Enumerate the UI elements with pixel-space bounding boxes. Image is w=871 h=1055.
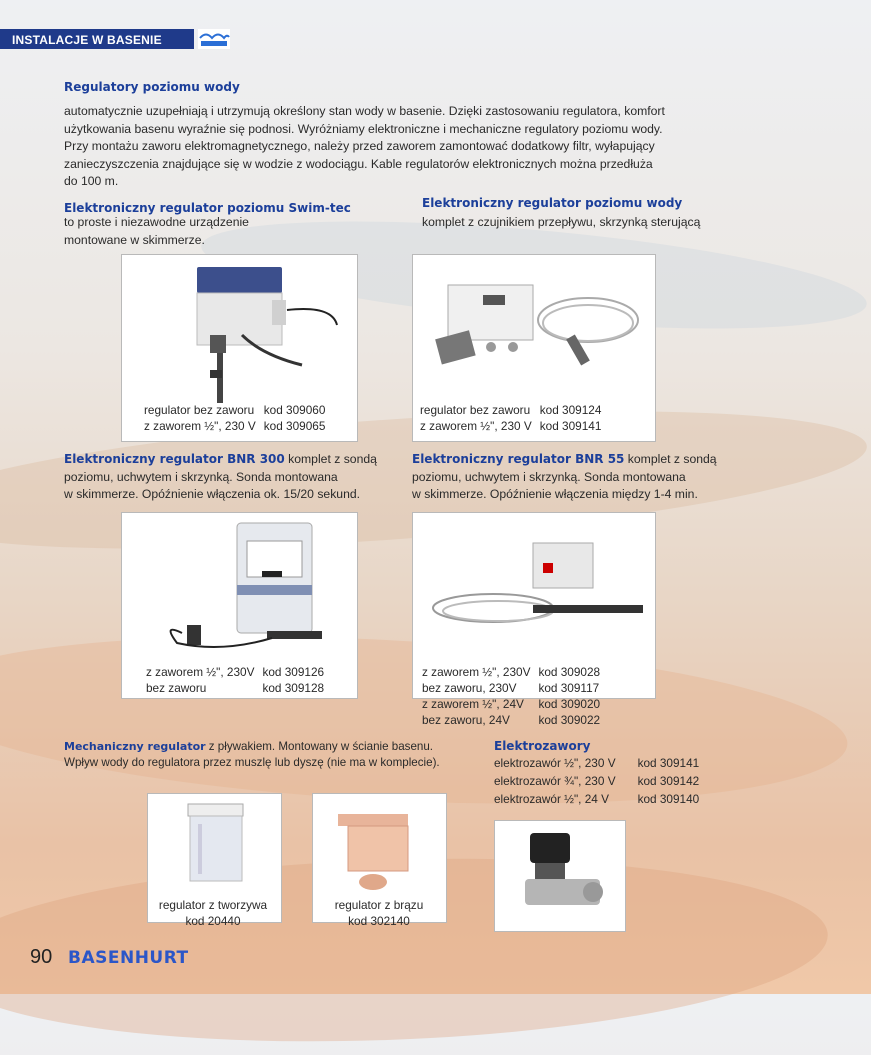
swimtec-text: to proste i niezawodne urządzenie montowane w skimmerze. [64, 215, 249, 247]
flow-codes: regulator bez zaworu kod 309124 z zaworem ½", 230 V kod 309141 [420, 403, 602, 433]
bnr55-codes: z zaworem ½", 230V kod 309028 bez zaworu, 230V kod 309117 z zaworem ½", 24V kod 309020 bez zaworu, 24V kod 309022 [422, 665, 601, 727]
swimtec-title: Elektroniczny regulator poziomu Swim-tec [64, 201, 351, 215]
section-header: INSTALACJE W BASENIE [12, 33, 162, 47]
intro-title: Regulatory poziomu wody [64, 80, 240, 94]
basenhurt-logo-icon [198, 29, 230, 49]
bnr300-codes: z zaworem ½", 230V kod 309126 bez zaworu kod 309128 [146, 665, 325, 695]
valves-title: Elektrozawory [494, 739, 591, 753]
page-number: 90 [30, 946, 53, 968]
mech-text: Mechaniczny regulator z pływakiem. Montowany w ścianie basenu. Wpływ wody do regulatora przez muszlę lub dyszę (nie ma w komplecie). [64, 740, 440, 769]
intro-text: automatycznie uzupełniają i utrzymują określony stan wody w basenie. Dzięki zastosowaniu regulatora, komfort użytkowania basenu wyraźnie się podnosi. Wyróżniamy elektroniczne i mechaniczne regulatory poziomu wody. Przy montażu zaworu elektromagnetycznego, należy przed zaworem zamontować dodatkowy filtr, wyłapujący zanieczyszczenia znajdujące się w wodzie z wodociągu. Kable regulatorów elektronicznych można przedłuża do 100 m. [64, 104, 665, 188]
flow-title: Elektroniczny regulator poziomu wody [422, 196, 683, 210]
swimtec-codes: regulator bez zaworu kod 309060 z zaworem ½", 230 V kod 309065 [144, 403, 326, 433]
bnr300-text: Elektroniczny regulator BNR 300 komplet z sondą poziomu, uchwytem i skrzynką. Sonda montowana w skimmerze. Opóźnienie włączenia ok. 15/20 sekund. [64, 452, 377, 501]
valves-codes: elektrozawór ½", 230 V kod 309141 elektrozawór ¾", 230 V kod 309142 elektrozawór ½", 24 V kod 309140 [494, 756, 700, 806]
flow-text: komplet z czujnikiem przepływu, skrzynką sterującą [422, 215, 701, 229]
solenoid-valve-photo [494, 820, 626, 932]
bronze-caption: regulator z brązu kod 302140 [334, 898, 424, 928]
footer-brand: BASENHURT [68, 948, 189, 968]
bnr55-text: Elektroniczny regulator BNR 55 komplet z sondą poziomu, uchwytem i skrzynką. Sonda montowana w skimmerze. Opóźnienie włączenia między 1-4 min. [412, 452, 717, 501]
plastic-caption: regulator z tworzywa kod 20440 [158, 898, 268, 928]
